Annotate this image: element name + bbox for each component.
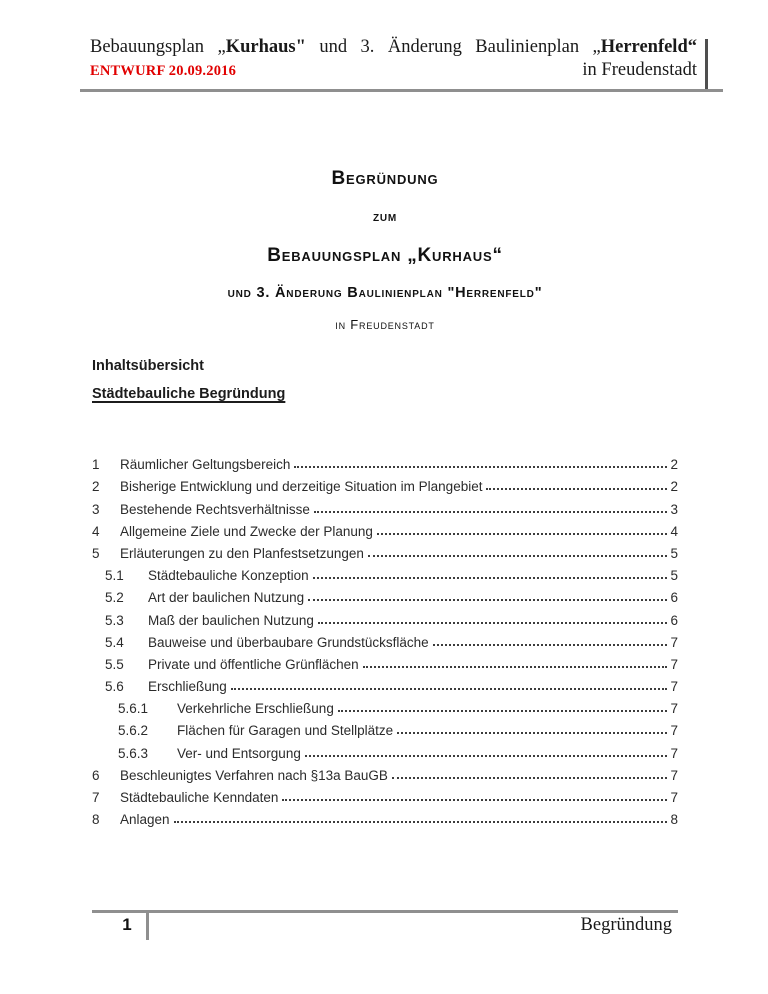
toc-entry-title: Bestehende Rechtsverhältnisse bbox=[120, 501, 310, 517]
toc-entry-page: 7 bbox=[670, 656, 678, 672]
toc-leader-dots bbox=[363, 666, 667, 668]
page-header bbox=[80, 36, 723, 92]
header-title-plan-name2: Herrenfeld“ bbox=[600, 37, 697, 57]
toc-entry-title: Erschließung bbox=[148, 679, 227, 695]
toc-row[interactable] bbox=[92, 494, 678, 516]
page-footer bbox=[92, 910, 678, 947]
toc-entry-page: 3 bbox=[670, 501, 678, 517]
toc-leader-dots bbox=[338, 710, 667, 712]
toc-leader-dots bbox=[433, 644, 667, 646]
toc-entry-title: Städtebauliche Konzeption bbox=[148, 568, 309, 584]
toc-row[interactable] bbox=[92, 472, 678, 494]
toc-heading: Inhaltsübersicht bbox=[92, 358, 204, 374]
draft-status-label: ENTWURF 20.09.2016 bbox=[90, 63, 237, 80]
toc-entry-number: 7 bbox=[92, 790, 100, 805]
header-title-part1: Bebauungsplan „ bbox=[90, 37, 226, 57]
toc-row[interactable] bbox=[92, 517, 678, 539]
toc-row[interactable] bbox=[92, 539, 678, 561]
toc-entry-title: Bisherige Entwicklung und derzeitige Situation im Plangebiet bbox=[120, 479, 483, 495]
doc-title-line4: und 3. Änderung Baulinienplan "Herrenfeld" bbox=[227, 285, 543, 301]
toc-entry-page: 7 bbox=[670, 634, 678, 650]
header-title-part3: und 3. Änderung Baulinienplan „ bbox=[305, 37, 601, 57]
toc-entry-number: 8 bbox=[92, 812, 100, 828]
header-subrow bbox=[80, 60, 723, 87]
toc-leader-dots bbox=[318, 622, 667, 624]
toc-entry-page: 7 bbox=[670, 790, 678, 805]
footer-page-number: 1 bbox=[122, 915, 132, 934]
toc-entry-title: Maß der baulichen Nutzung bbox=[148, 612, 314, 628]
toc-row[interactable] bbox=[92, 450, 678, 472]
document-title-block bbox=[92, 168, 678, 332]
toc-leader-dots bbox=[313, 577, 667, 579]
toc-entry-page: 4 bbox=[670, 523, 678, 539]
toc-entry-number: 5.5 bbox=[105, 656, 124, 672]
doc-title-line3: Bebauungsplan „Kurhaus“ bbox=[267, 245, 503, 266]
toc-row[interactable] bbox=[92, 583, 678, 605]
toc-leader-dots bbox=[397, 732, 667, 734]
toc-leader-dots bbox=[174, 821, 667, 823]
toc-row[interactable] bbox=[92, 761, 678, 783]
toc-row[interactable] bbox=[92, 805, 678, 827]
footer-vertical-rule bbox=[146, 913, 149, 940]
toc-entry-title: Flächen für Garagen und Stellplätze bbox=[177, 723, 394, 739]
toc-row[interactable] bbox=[92, 650, 678, 672]
toc-row[interactable] bbox=[92, 561, 678, 583]
toc-entry-page: 5 bbox=[670, 568, 678, 584]
toc-entry-page: 5 bbox=[670, 545, 678, 561]
footer-doc-label: Begründung bbox=[580, 915, 672, 935]
toc-entry-page: 2 bbox=[670, 479, 678, 495]
toc-leader-dots bbox=[308, 599, 667, 601]
toc-entry-page: 7 bbox=[670, 701, 678, 717]
toc-entry-number: 5.4 bbox=[105, 634, 124, 650]
toc-entry-title: Allgemeine Ziele und Zwecke der Planung bbox=[120, 523, 373, 539]
toc-leader-dots bbox=[314, 511, 667, 513]
header-vertical-rule bbox=[705, 39, 708, 89]
toc-entry-title: Anlagen bbox=[120, 812, 170, 828]
toc-entry-page: 7 bbox=[670, 767, 678, 783]
toc-row[interactable] bbox=[92, 694, 678, 716]
toc-leader-dots bbox=[282, 799, 667, 801]
toc-entry-title: Städtebauliche Kenndaten bbox=[120, 790, 279, 805]
toc-row[interactable] bbox=[92, 716, 678, 738]
toc-entry-number: 5.6.3 bbox=[118, 745, 149, 761]
toc-entry-page: 7 bbox=[670, 723, 678, 739]
toc-entry-page: 7 bbox=[670, 745, 678, 761]
toc-entry-number: 6 bbox=[92, 767, 100, 783]
toc-row[interactable] bbox=[92, 628, 678, 650]
doc-title-line1: Begründung bbox=[331, 168, 439, 189]
toc-row[interactable] bbox=[92, 605, 678, 627]
toc-entry-page: 8 bbox=[670, 812, 678, 828]
toc-entry-page: 7 bbox=[670, 679, 678, 695]
toc-entry-title: Art der baulichen Nutzung bbox=[148, 590, 305, 606]
doc-title-line2: zum bbox=[372, 208, 398, 224]
toc-entry-number: 3 bbox=[92, 501, 100, 517]
toc-row[interactable] bbox=[92, 783, 678, 805]
toc-entry-number: 5.2 bbox=[105, 590, 124, 606]
toc-entry-page: 6 bbox=[670, 612, 678, 628]
toc-entry-title: Räumlicher Geltungsbereich bbox=[120, 457, 291, 473]
toc-leader-dots bbox=[294, 466, 667, 468]
toc-subheading: Städtebauliche Begründung bbox=[92, 386, 286, 402]
toc-entry-page: 6 bbox=[670, 590, 678, 606]
toc-entry-number: 5.6.2 bbox=[118, 723, 149, 739]
header-location: in Freudenstadt bbox=[582, 60, 697, 81]
toc-entry-title: Verkehrliche Erschließung bbox=[177, 701, 334, 717]
header-title-plan-name: Kurhaus" bbox=[225, 37, 306, 57]
toc-entry-number: 2 bbox=[92, 479, 100, 495]
header-title bbox=[80, 36, 723, 60]
toc-leader-dots bbox=[305, 755, 667, 757]
toc-entry-number: 5.6 bbox=[105, 679, 124, 695]
toc-entry-number: 1 bbox=[92, 457, 100, 473]
toc-leader-dots bbox=[377, 533, 667, 535]
toc-entry-number: 5.6.1 bbox=[118, 701, 149, 717]
toc-entry-page: 2 bbox=[670, 457, 678, 473]
toc-leader-dots bbox=[231, 688, 667, 690]
toc-entry-number: 5.1 bbox=[105, 568, 124, 584]
toc-leader-dots bbox=[368, 555, 667, 557]
toc-entry-number: 4 bbox=[92, 523, 100, 539]
toc-entry-title: Ver- und Entsorgung bbox=[177, 745, 301, 761]
toc-entry-number: 5 bbox=[92, 545, 100, 561]
toc-row[interactable] bbox=[92, 672, 678, 694]
toc-entry-title: Bauweise und überbaubare Grundstücksfläche bbox=[148, 634, 429, 650]
toc-entry-title: Private und öffentliche Grünflächen bbox=[148, 656, 359, 672]
toc-leader-dots bbox=[486, 488, 667, 490]
toc-list bbox=[92, 450, 678, 827]
toc-entry-number: 5.3 bbox=[105, 612, 124, 628]
toc-entry-title: Beschleunigtes Verfahren nach §13a BauGB bbox=[120, 767, 388, 783]
doc-title-line5: in Freudenstadt bbox=[335, 317, 435, 332]
toc-leader-dots bbox=[392, 777, 667, 779]
toc-entry-title: Erläuterungen zu den Planfestsetzungen bbox=[120, 545, 364, 561]
toc-row[interactable] bbox=[92, 738, 678, 760]
